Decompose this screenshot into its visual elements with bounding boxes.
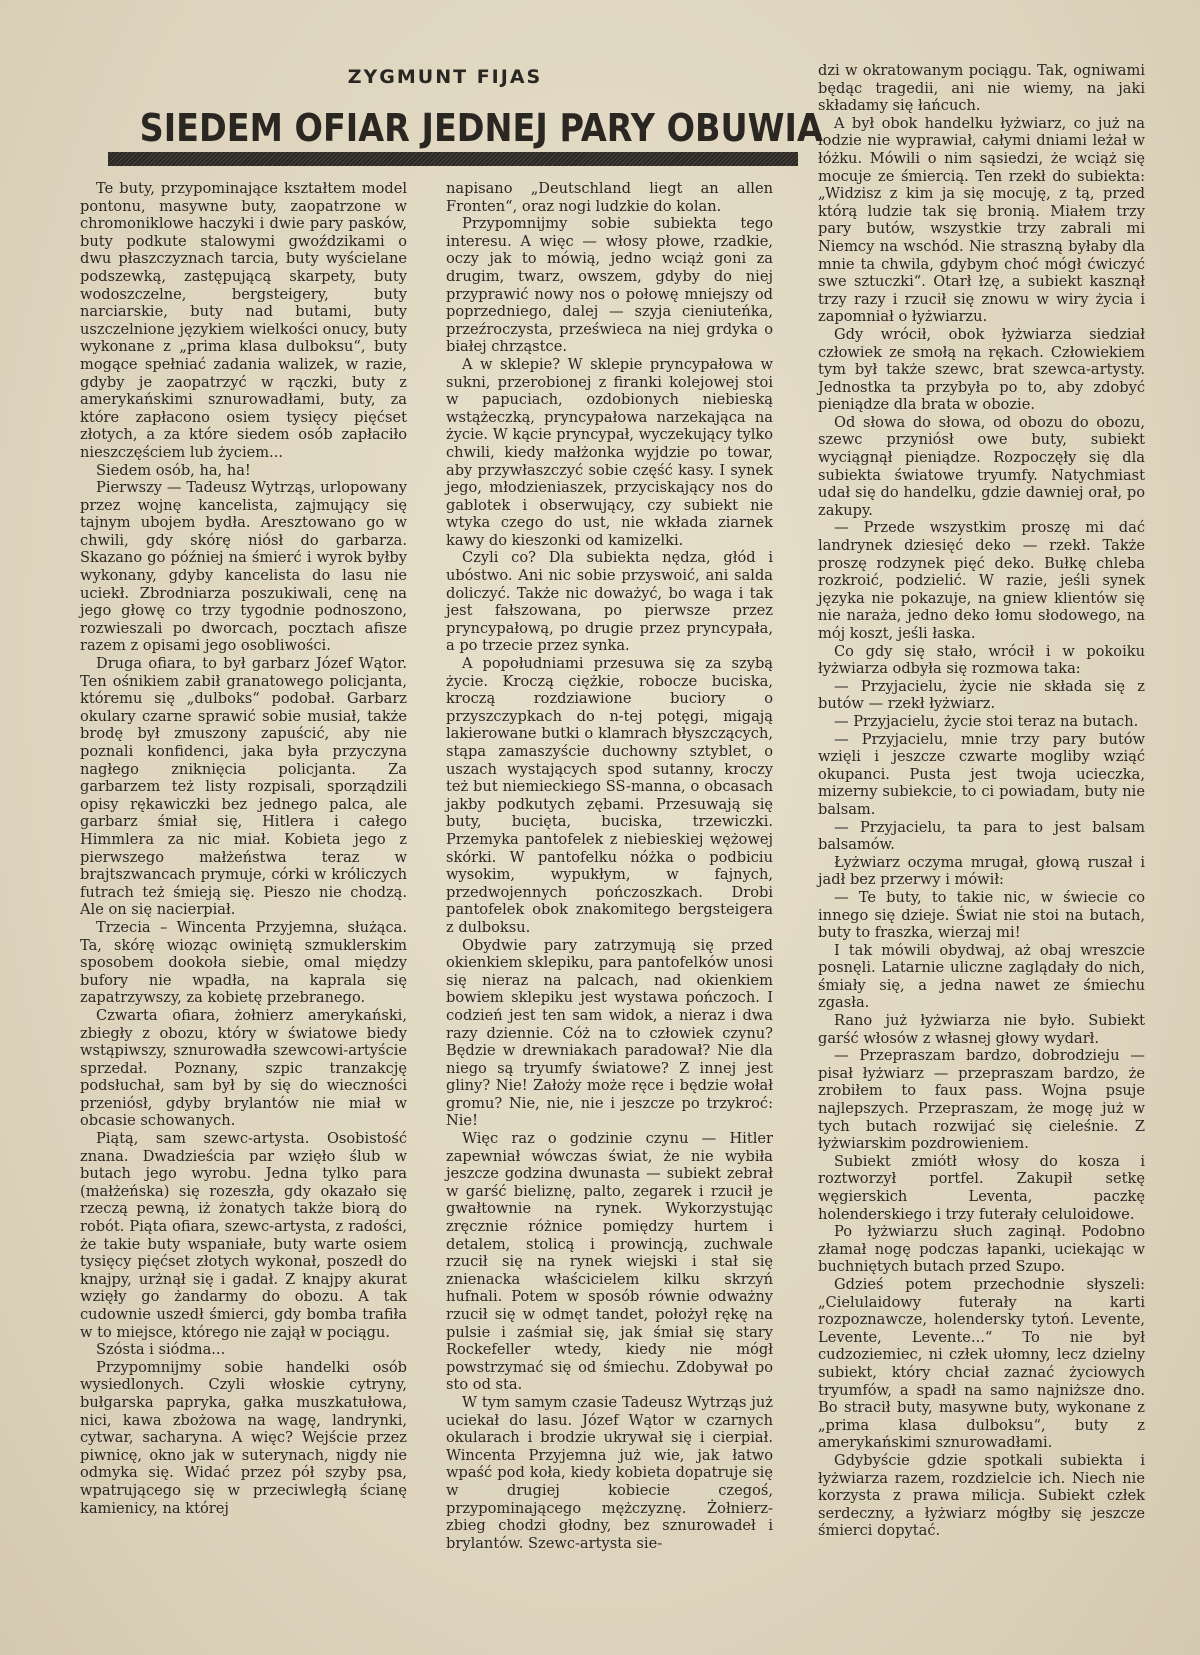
- paragraph: Od słowa do słowa, od obozu do obozu, szewc przyniósł owe buty, subiekt wyciągnął pieniądze. Rozpoczęły się dla subiekta światowe tryumfy. Natychmiast udał się do handelku, gdzie dawniej orał, po zakupy.: [818, 413, 1145, 519]
- paragraph: I tak mówili obydwaj, aż obaj wreszcie posnęli. Latarnie uliczne zaglądały do nich, śmiały się, a jedna nawet ze śmiechu zgasła.: [818, 941, 1145, 1012]
- paragraph: A był obok handelku łyżwiarz, co już na lodzie nie wyprawiał, całymi dniami leżał w łóżku. Mówili o nim sąsiedzi, że wciąż się mocuje ze śmiercią. Ten rzekł do subiekta: „Widzisz z kim ja się mocuję, z tą, przed którą ludzie tak się bronią. Miałem trzy pary butów, wszystkie trzy zabrali mi Niemcy na wschód. Nie straszną byłaby dla mnie ta chwila, gdybym choć mógł ćwiczyć swe sztuczki“. Otarł łzę, a subiekt kasznął trzy razy i rzucił się znowu w wiry życia i zapomniał o łyżwiarzu.: [818, 114, 1145, 326]
- paragraph: Te buty, przypominające kształtem model pontonu, masywne buty, zaopatrzone w chromoniklowe haczyki i dwie pary pasków, buty podkute stalowymi gwoździkami o dwu płaszczyznach tarcia, buty wyścielane podszewką, zastępującą skarpety, buty wodoszczelne, bergsteigery, buty narciarskie, buty nad butami, buty uszczelnione językiem wielkości onucy, buty wykonane z „prima klasa dulboksu“, buty mogące spełniać zadania walizek, w razie, gdyby je zaopatrzyć w rączki, buty z amerykańskimi sznurowadłami, buty, za które zapłacono osiem tysięcy pięćset złotych, a za które siedem osób zapłaciło nieszczęściem lub życiem...: [80, 180, 407, 461]
- paragraph: A w sklepie? W sklepie pryncypałowa w sukni, przerobionej z firanki kolejowej stoi w papuciach, ozdobionych niebieską wstążeczką, pryncypałowa narzekająca na życie. W kącie pryncypał, wyczekujący tylko chwili, kiedy małżonka wyjdzie po towar, aby przywłaszczyć sobie część kasy. I synek jego, młodzieniaszek, przyciskający nos do gablotek i obserwujący, czy subiekt nie wtyka czego do ust, nie wkłada ziarnek kawy do kieszonki od kamizelki.: [446, 355, 773, 549]
- paragraph: Gdzieś potem przechodnie słyszeli: „Cielulaidowy futerały na karti rozpoznawcze, holendersky tytoń. Levente, Levente, Levente...“ To nie był cudzoziemiec, ni człek ułomny, lecz dzielny subiekt, który chciał zaznać życiowych tryumfów, a spadł na samo najniższe dno. Bo stracił buty, masywne buty, wykonane z „prima klasa dulboksu“, buty z amerykańskimi sznurowadłami.: [818, 1275, 1145, 1452]
- paragraph: Subiekt zmiótł włosy do kosza i roztworzył portfel. Zakupił setkę węgierskich Leventa, paczkę holenderskiego i trzy futerały celuloidowe.: [818, 1152, 1145, 1223]
- paragraph: — Przepraszam bardzo, dobrodzieju — pisał łyżwiarz — przepraszam bardzo, że zrobiłem to faux pass. Wojna psuje najlepszych. Przepraszam, że mogę już w tych butach rozwijać się cieleśnie. Z łyżwiarskim pozdrowieniem.: [818, 1047, 1145, 1153]
- article-title: SIEDEM OFIAR JEDNEJ PARY OBUWIA: [139, 106, 823, 150]
- paragraph: Co gdy się stało, wrócił i w pokoiku łyżwiarza odbyła się rozmowa taka:: [818, 642, 1145, 678]
- paragraph: Obydwie pary zatrzymują się przed okienkiem sklepiku, para pantofelków unosi się nieraz na palcach, nad okienkiem bowiem sklepiku jest wystawa pończoch. I codzień jest ten sam widok, a nieraz i dwa razy dziennie. Cóż na to człowiek czynu? Będzie w drewniakach paradował? Nie dla niego są tryumfy światowe? Z innej jest gliny? Nie! Założy może ręce i będzie wołał gromu? Nie, nie, nie i jeszcze po trzykroć: Nie!: [446, 936, 773, 1130]
- text-column-3: [818, 62, 1145, 1540]
- paragraph: — Przyjacielu, życie nie składa się z butów — rzekł łyżwiarz.: [818, 677, 1145, 713]
- title-rule: [108, 152, 798, 166]
- author-byline: ZYGMUNT FIJAS: [347, 66, 543, 88]
- paragraph: Szósta i siódma...: [96, 1341, 226, 1359]
- paragraph: — Przede wszystkim proszę mi dać landrynek dziesięć deko — rzekł. Także proszę rodzynek pięć deko. Bułkę chleba rozkroić, podzielić. W razie, jeśli synek języka nie pokazuje, na gniew klientów się nie naraża, jedno deko łomu słodowego, na mój koszt, jeśli łaska.: [818, 519, 1145, 642]
- paragraph: Czwarta ofiara, żołnierz amerykański, zbiegły z obozu, który w światowe biedy wstąpiwszy, sznurowadła szewcowi-artyście sprzedał. Poznany, szpic tranzakcję podsłuchał, sam był by się do wieczności przeniósł, gdyby brylantów nie miał w obcasie schowanych.: [80, 1006, 407, 1130]
- paragraph: Gdy wrócił, obok łyżwiarza siedział człowiek ze smołą na rękach. Człowiekiem tym był także szewc, brat szewca-artysty. Jednostka ta przybyła po to, aby zdobyć pieniądze dla brata w obozie.: [818, 325, 1145, 414]
- paragraph: Trzecia – Wincenta Przyjemna, służąca. Ta, skórę wioząc owiniętą szmuklerskim sposobem dookoła siebie, omal między bufory nie wpadła, na kaprala się zapatrzywszy, za kobietę przebranego.: [80, 918, 407, 1007]
- paragraph: Przypomnijmy sobie subiekta tego interesu. A więc — włosy płowe, rzadkie, oczy jak to mówią, jedno wciąż goni za drugim, twarz, owszem, gdyby do niej przyprawić nowy nos o połowę mniejszy od poprzedniego, dalej — szyja cieniuteńka, przeźroczysta, prześwieca na niej grdyka o białej chrząstce.: [446, 215, 773, 356]
- paragraph: — Te buty, to takie nic, w świecie co innego się dzieje. Świat nie stoi na butach, buty to fraszka, wierzaj mi!: [818, 888, 1145, 942]
- paragraph: Łyżwiarz oczyma mrugał, głową ruszał i jadł bez przerwy i mówił:: [818, 853, 1145, 889]
- text-column-2: [446, 180, 773, 1552]
- paragraph: Po łyżwiarzu słuch zaginął. Podobno złamał nogę podczas łapanki, uciekając w buchniętych butach przed Szupo.: [818, 1223, 1145, 1276]
- paragraph: Druga ofiara, to był garbarz Józef Wątor. Ten ośnikiem zabił granatowego policjanta, któremu się „dulboks“ podobał. Garbarz okulary czarne sprawić sobie musiał, także brodę był zmuszony zapuścić, aby nie poznali konfidenci, jaka była przyczyna nagłego zniknięcia policjanta. Za garbarzem też listy rozpisali, sporządzili opisy rękawiczki bez jednego palca, ale garbarz śmiał się, Hitlera i całego Himmlera za nic miał. Kobieta jego z pierwszego małżeństwa teraz w brajtszwancach prymuje, córki w króliczych futrach też śmieją się. Pieszo nie chodzą. Ale on się nacierpiał.: [80, 655, 407, 919]
- paragraph: — Przyjacielu, mnie trzy pary butów wzięli i jeszcze czwarte mogliby wziąć okupanci. Pusta jest twoja ucieczka, mizerny subiekcie, to ci powiadam, buty nie balsam.: [818, 730, 1145, 818]
- paragraph: Gdybyście gdzie spotkali subiekta i łyżwiarza razem, rozdzielcie ich. Niech nie korzysta z prawa milicja. Subiekt człek serdeczny, a łyżwiarz mógłby się jeszcze śmierci dopytać.: [818, 1451, 1145, 1540]
- paragraph: Więc raz o godzinie czynu — Hitler zapewniał wówczas świat, że nie wybiła jeszcze godzina dwunasta — subiekt zebrał w garść bieliznę, palto, zegarek i rzucił je gwałtownie na rynek. Wykorzystując zręcznie różnice pomiędzy hurtem i detalem, stolicą i prowincją, zuchwale rzucił się na rynek wiejski i stał się znienacka właścicielem kilku skrzyń hufnali. Potem w sposób równie odważny rzucił się w odmęt tandet, położył rękę na pulsie i zaśmiał się, jak śmiał się stary Rockefeller wtedy, kiedy nie mógł powstrzymać się od śmiechu. Zdobywał po sto od sta.: [446, 1130, 773, 1394]
- paragraph: Przypomnijmy sobie handelki osób wysiedlonych. Czyli włoskie cytryny, bułgarska papryka, gałka muszkatułowa, nici, kawa zbożowa na wagę, landrynki, cytwar, sacharyna. A więc? Wejście przez piwnicę, okno jak w suterynach, nigdy nie odmyka się. Widać przez pół szyby psa, wpatrującego się w przeciwległą ścianę kamienicy, na której: [80, 1358, 407, 1517]
- paragraph: — Przyjacielu, ta para to jest balsam balsamów.: [818, 818, 1145, 854]
- paragraph: dzi w okratowanym pociągu. Tak, ogniwami będąc tragedii, ani nie wiemy, na jaki składamy się łańcuch.: [818, 62, 1145, 115]
- paragraph: — Przyjacielu, życie stoi teraz na butach.: [834, 712, 1139, 730]
- paragraph: napisano „Deutschland liegt an allen Fronten“, oraz nogi ludzkie do kolan.: [446, 180, 773, 215]
- paragraph: Czyli co? Dla subiekta nędza, głód i ubóstwo. Ani nic sobie przyswoić, ani salda doliczyć. Także nic doważyć, bo waga i tak jest fałszowana, po pierwsze przez pryncypałową, po drugie przez pryncypała, a po trzecie przez synka.: [446, 549, 773, 655]
- paragraph: Pierwszy — Tadeusz Wytrząs, urlopowany przez wojnę kancelista, zajmujący się tajnym ubojem bydła. Aresztowano go w chwili, gdy skórę niósł do garbarza. Skazano go później na śmierć i wyrok byłby wykonany, gdyby kancelista do lasu nie uciekł. Zbrodniarza poszukiwali, cenę na jego głowę co trzy tygodnie podnoszono, rozwieszali po dworcach, pocztach afisze razem z opisami jego osobliwości.: [80, 479, 407, 655]
- paragraph: Piątą, sam szewc-artysta. Osobistość znana. Dwadzieścia par wzięło ślub w butach jego wyrobu. Jedna tylko para (małżeńska) się rozeszła, gdy okazało się rzeczą pewną, iż żonatych także biorą do robót. Piąta ofiara, szewc-artysta, z radości, że takie buty wspaniałe, buty warte osiem tysięcy pięćset złotych wykonał, poszedł do knajpy, urżnął się i gadał. Z knajpy akurat wzięły go żandarmy do obozu. A tak cudownie uszedł śmierci, gdy bomba trafiła w to miejsce, którego nie zajął w pociągu.: [80, 1130, 407, 1341]
- paragraph: Siedem osób, ha, ha!: [96, 461, 251, 479]
- paragraph: A popołudniami przesuwa się za szybą życie. Kroczą ciężkie, robocze buciska, kroczą rozdziawione buciory o przyszczypkach do n-tej potęgi, migają lakierowane butki o klamrach błyszczących, stąpa zamaszyście duchowny sztyblet, o uszach wystających spod sutanny, kroczy też but niemieckiego SS-manna, o obcasach jakby podkutych zębami. Przesuwają się buty, bucięta, buciska, trzewiczki. Przemyka pantofelek z niebieskiej wężowej skórki. W pantofelku nóżka o podbiciu wysokim, wypukłym, w fajnych, przedwojennych pończoszkach. Drobi pantofelek obok znakomitego bergsteigera z dulboksu.: [446, 655, 773, 936]
- paragraph: W tym samym czasie Tadeusz Wytrząs już uciekał do lasu. Józef Wątor w czarnych okularach i brodzie ukrywał się i cierpiał. Wincenta Przyjemna już wie, jak łatwo wpaść pod koła, kiedy kobieta dopatruje się w drugiej kobiecie czegoś, przypominającego mężczyznę. Żołnierz-zbieg chodzi głodny, bez sznurowadeł i brylantów. Szewc-artysta sie-: [446, 1393, 773, 1552]
- text-column-1: [80, 180, 407, 1517]
- paragraph: Rano już łyżwiarza nie było. Subiekt garść włosów z własnej głowy wydarł.: [818, 1012, 1145, 1047]
